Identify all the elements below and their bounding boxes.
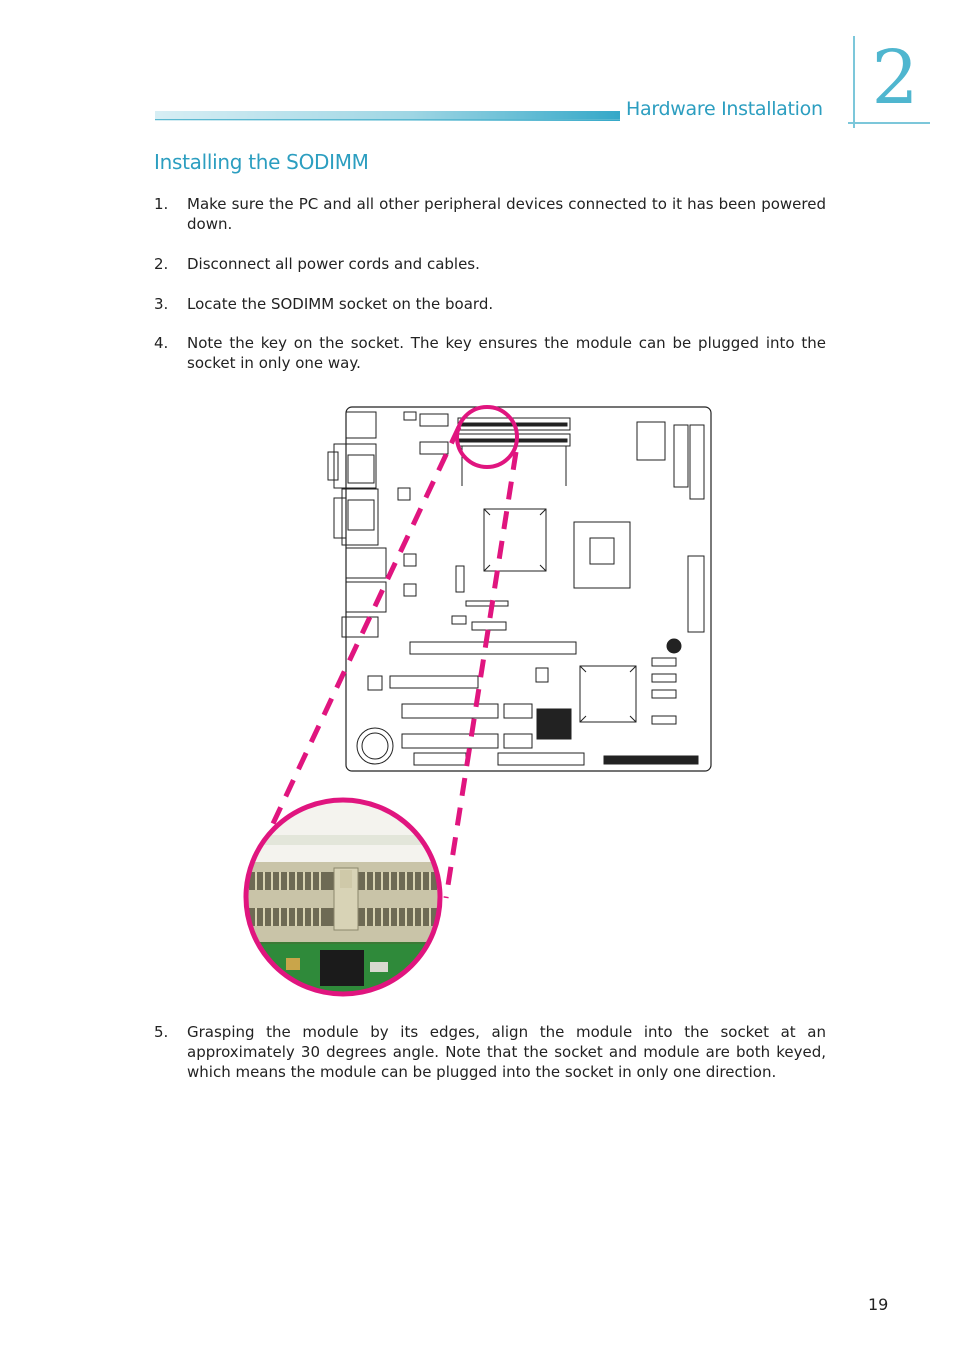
sodimm-sockets [404,412,570,486]
step-number: 1. [154,195,169,213]
zoom-leader-left [270,427,459,830]
chapter-number: 2 [871,35,919,121]
step-number: 4. [154,334,169,352]
step-text: Grasping the module by its edges, align the module into the socket at an approximately 30 degrees angle. Note that the socket and module are both keyed, which means the module can be plugged into the socket in only one direction. [187,1023,826,1081]
step-text: Disconnect all power cords and cables. [187,255,480,273]
chipsets [484,422,704,739]
header-rule-line [155,119,620,120]
board-outline [346,407,711,771]
step-number: 5. [154,1023,169,1041]
step-2 [154,254,826,274]
section-title: Installing the SODIMM [154,150,369,174]
zoom-frame [246,800,440,994]
step-3 [154,294,826,314]
sodimm-socket-photo [240,795,450,1000]
step-4 [154,333,826,373]
small-components [368,488,548,690]
step-1 [154,194,826,234]
socket-key-highlight [457,407,517,467]
step-text: Note the key on the socket. The key ensures the module can be plugged into the socket in only one way. [187,334,826,372]
page-number: 19 [868,1295,889,1314]
expansion-slots [357,642,698,765]
chapter-frame-base [848,122,930,124]
step-text: Locate the SODIMM socket on the board. [187,295,494,313]
chapter-frame [853,36,855,128]
step-number: 2. [154,255,169,273]
rear-io-ports [328,412,386,637]
step-number: 3. [154,295,169,313]
socket-key [334,868,358,930]
zoom-leader-right [446,452,516,898]
step-5 [154,1022,826,1082]
chapter-title: Hardware Installation [626,98,823,120]
step-text: Make sure the PC and all other peripheral devices connected to it has been powered down. [187,195,826,233]
